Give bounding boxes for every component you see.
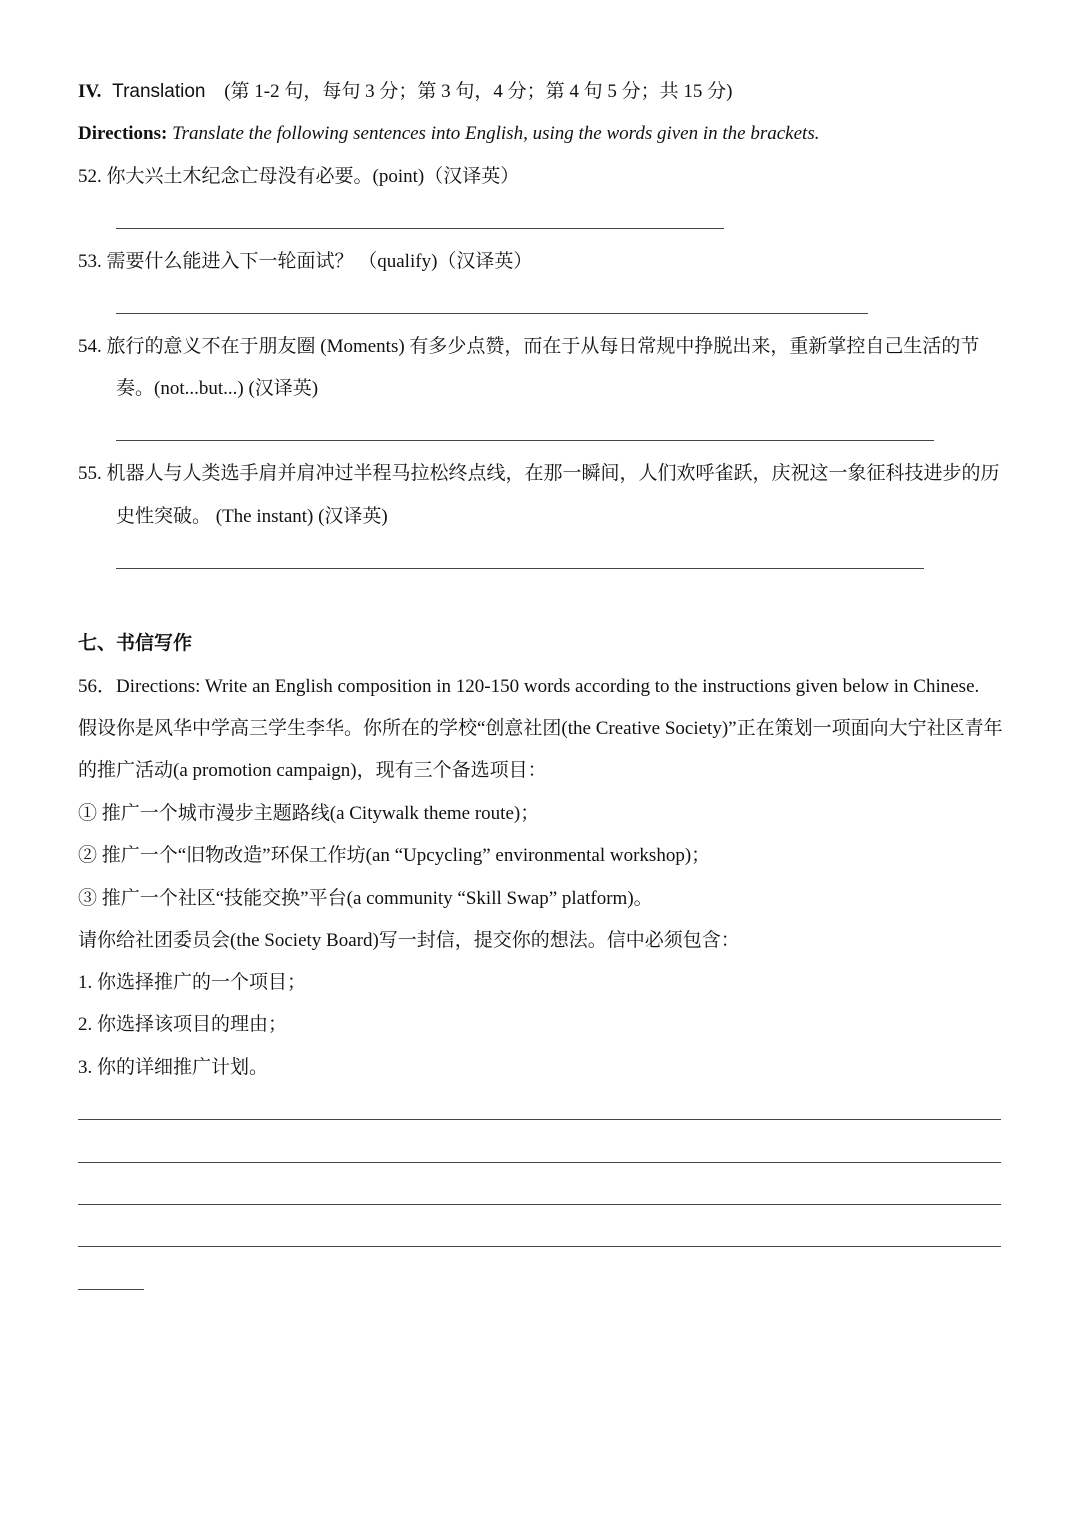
question-52 [78,165,519,189]
option-3: ③ 推广一个社区“技能交换”平台(a community “Skill Swap” platform)。 [78,888,653,909]
section-title [78,80,732,104]
directions-label: Directions: [78,123,168,144]
question-number: 55. [78,463,102,484]
writing-line[interactable] [78,1162,1001,1163]
writing-section-heading: 七、书信写作 [78,633,193,654]
section-points: (第 1-2 句，每句 3 分；第 3 句，4 分；第 4 句 5 分；共 15 分) [224,81,733,102]
writing-prompt-line-1: 假设你是风华中学高三学生李华。你所在的学校“创意社团(the Creative Society)”正在策划一项面向大宁社区青年 [78,718,1003,739]
requirement-1: 1. 你选择推广的一个项目； [78,972,307,993]
directions-text: Translate the following sentences into English, using the words given in the brackets. [172,123,820,144]
answer-line-54[interactable] [116,440,934,441]
question-54-continued: 奏。(not...but...) (汉译英) [116,378,319,399]
option-1: ① 推广一个城市漫步主题路线(a Citywalk theme route)； [78,803,540,824]
question-53 [78,250,532,274]
answer-line-52[interactable] [116,228,724,229]
writing-line-short[interactable] [78,1289,144,1290]
option-2: ② 推广一个“旧物改造”环保工作坊(an “Upcycling” environmental workshop)； [78,845,711,866]
question-55 [78,462,1000,486]
writing-line[interactable] [78,1119,1001,1120]
question-number: 54. [78,336,102,357]
answer-line-55[interactable] [116,568,924,569]
section-name: Translation [112,81,206,102]
question-text: 旅行的意义不在于朋友圈 (Moments) 有多少点赞，而在于从每日常规中挣脱出来，重新掌控自己生活的节 [106,336,980,357]
writing-directions: 56．Directions: Write an English composition in 120-150 words according to the instructions given below in Chinese. [78,676,980,697]
section-numeral: IV. [78,81,102,102]
question-54 [78,335,979,359]
question-text: 你大兴土木纪念亡母没有必要。(point)（汉译英） [106,166,520,187]
directions [78,122,819,146]
writing-prompt-line-2: 的推广活动(a promotion campaign)，现有三个备选项目： [78,760,547,781]
question-text: 机器人与人类选手肩并肩冲过半程马拉松终点线，在那一瞬间，人们欢呼雀跃，庆祝这一象征科技进步的历 [106,463,1000,484]
writing-line[interactable] [78,1204,1001,1205]
question-number: 52. [78,166,102,187]
writing-request: 请你给社团委员会(the Society Board)写一封信，提交你的想法。信中必须包含： [78,930,740,951]
writing-line[interactable] [78,1246,1001,1247]
question-55-continued: 史性突破。 (The instant) (汉译英) [116,506,388,527]
requirement-2: 2. 你选择该项目的理由； [78,1014,288,1035]
question-text: 需要什么能进入下一轮面试？ （qualify)（汉译英） [106,251,533,272]
requirement-3: 3. 你的详细推广计划。 [78,1057,269,1078]
answer-line-53[interactable] [116,313,868,314]
question-number: 53. [78,251,102,272]
